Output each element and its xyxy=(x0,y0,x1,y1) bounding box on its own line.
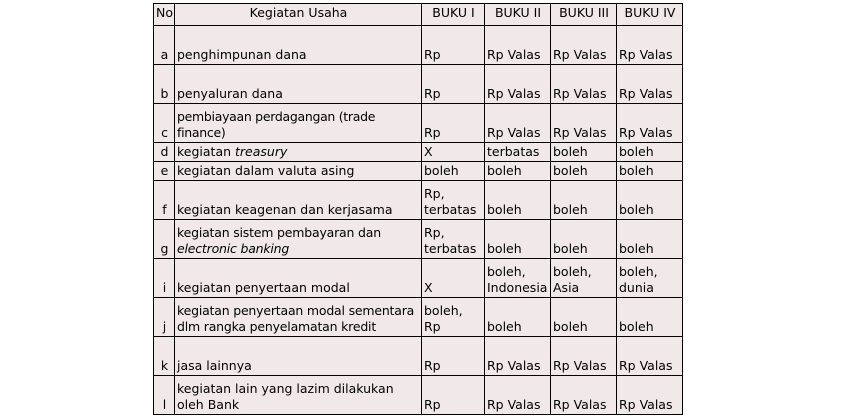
row-buku-1-line-2: terbatas xyxy=(424,241,477,256)
row-no: k xyxy=(154,337,175,376)
table-row xyxy=(154,143,683,162)
row-buku-3: Rp Valas xyxy=(551,376,617,415)
row-buku-3: Rp Valas xyxy=(551,104,617,143)
row-buku-1: boleh, Rp xyxy=(422,298,485,337)
table-row xyxy=(154,298,683,337)
row-buku-2: boleh xyxy=(485,220,551,259)
row-buku-1: Rp xyxy=(422,337,485,376)
table-row xyxy=(154,337,683,376)
row-buku-2-line-2: Indonesia xyxy=(487,280,548,295)
kegiatan-usaha-table xyxy=(153,3,683,415)
row-no: c xyxy=(154,104,175,143)
row-buku-2: Rp Valas xyxy=(485,65,551,104)
row-kegiatan-text: kegiatan xyxy=(177,144,236,159)
row-kegiatan-italic: treasury xyxy=(235,144,288,159)
row-kegiatan: kegiatan keagenan dan kerjasama xyxy=(175,181,422,220)
row-buku-1: Rp xyxy=(422,376,485,415)
table-row xyxy=(154,104,683,143)
table-header-row xyxy=(154,4,683,26)
row-no: e xyxy=(154,162,175,181)
header-kegiatan-usaha: Kegiatan Usaha xyxy=(175,4,422,26)
row-buku-2: boleh xyxy=(485,181,551,220)
row-buku-3: boleh xyxy=(551,143,617,162)
row-buku-1: X xyxy=(422,143,485,162)
row-buku-4-line-1: boleh, xyxy=(619,264,658,279)
header-buku-3: BUKU III xyxy=(551,4,617,26)
row-buku-2: terbatas xyxy=(485,143,551,162)
row-buku-2: Rp Valas xyxy=(485,104,551,143)
row-no: f xyxy=(154,181,175,220)
row-buku-1: Rp xyxy=(422,104,485,143)
row-buku-1: Rp xyxy=(422,26,485,65)
row-buku-3: boleh xyxy=(551,181,617,220)
row-buku-2: Rp Valas xyxy=(485,26,551,65)
table-row xyxy=(154,162,683,181)
row-buku-4: boleh xyxy=(617,181,683,220)
table-row xyxy=(154,26,683,65)
row-kegiatan-text: kegiatan sistem pembayaran dan xyxy=(177,225,381,240)
row-no: j xyxy=(154,298,175,337)
row-kegiatan-italic: electronic banking xyxy=(177,241,290,256)
row-buku-2: boleh xyxy=(485,298,551,337)
row-buku-2: boleh xyxy=(485,162,551,181)
header-buku-4: BUKU IV xyxy=(617,4,683,26)
row-kegiatan: pembiayaan perdagangan (trade finance) xyxy=(175,104,422,143)
row-buku-1-line-1: Rp, xyxy=(424,225,445,240)
header-no: No xyxy=(154,4,175,26)
row-buku-3: boleh xyxy=(551,220,617,259)
row-buku-1 xyxy=(422,220,485,259)
row-buku-4: Rp Valas xyxy=(617,376,683,415)
row-buku-1: Rp xyxy=(422,65,485,104)
header-buku-2: BUKU II xyxy=(485,4,551,26)
row-buku-2-line-1: boleh, xyxy=(487,264,526,279)
row-no: g xyxy=(154,220,175,259)
header-buku-1: BUKU I xyxy=(422,4,485,26)
row-buku-3: boleh xyxy=(551,162,617,181)
row-buku-1 xyxy=(422,181,485,220)
row-kegiatan xyxy=(175,143,422,162)
row-kegiatan: kegiatan penyertaan modal xyxy=(175,259,422,298)
row-no: l xyxy=(154,376,175,415)
row-buku-4: boleh xyxy=(617,143,683,162)
row-buku-3: Rp Valas xyxy=(551,26,617,65)
row-buku-2: Rp Valas xyxy=(485,337,551,376)
row-buku-3: boleh, Asia xyxy=(551,259,617,298)
row-kegiatan: kegiatan penyertaan modal sementara dlm rangka penyelamatan kredit xyxy=(175,298,422,337)
row-buku-3: boleh xyxy=(551,298,617,337)
row-buku-4: boleh xyxy=(617,162,683,181)
row-buku-2 xyxy=(485,259,551,298)
row-buku-1: X xyxy=(422,259,485,298)
row-kegiatan: kegiatan dalam valuta asing xyxy=(175,162,422,181)
table-row xyxy=(154,65,683,104)
row-kegiatan: penghimpunan dana xyxy=(175,26,422,65)
row-buku-3: Rp Valas xyxy=(551,65,617,104)
row-buku-4: boleh xyxy=(617,298,683,337)
row-buku-1-line-2: terbatas xyxy=(424,202,477,217)
table-row xyxy=(154,259,683,298)
table-row xyxy=(154,181,683,220)
row-buku-4: Rp Valas xyxy=(617,65,683,104)
row-no: b xyxy=(154,65,175,104)
row-kegiatan xyxy=(175,220,422,259)
row-buku-4 xyxy=(617,259,683,298)
table-row xyxy=(154,376,683,415)
row-buku-1: boleh xyxy=(422,162,485,181)
kegiatan-usaha-table-container xyxy=(153,3,683,415)
row-kegiatan: penyaluran dana xyxy=(175,65,422,104)
row-no: a xyxy=(154,26,175,65)
row-kegiatan: kegiatan lain yang lazim dilakukan oleh Bank xyxy=(175,376,422,415)
row-buku-1-line-1: Rp, xyxy=(424,186,445,201)
row-buku-4-line-2: dunia xyxy=(619,280,654,295)
row-buku-4: Rp Valas xyxy=(617,337,683,376)
row-buku-2: Rp Valas xyxy=(485,376,551,415)
table-row xyxy=(154,220,683,259)
row-kegiatan: jasa lainnya xyxy=(175,337,422,376)
row-buku-4: boleh xyxy=(617,220,683,259)
row-buku-3: Rp Valas xyxy=(551,337,617,376)
row-buku-4: Rp Valas xyxy=(617,104,683,143)
row-no: d xyxy=(154,143,175,162)
row-buku-4: Rp Valas xyxy=(617,26,683,65)
row-no: i xyxy=(154,259,175,298)
